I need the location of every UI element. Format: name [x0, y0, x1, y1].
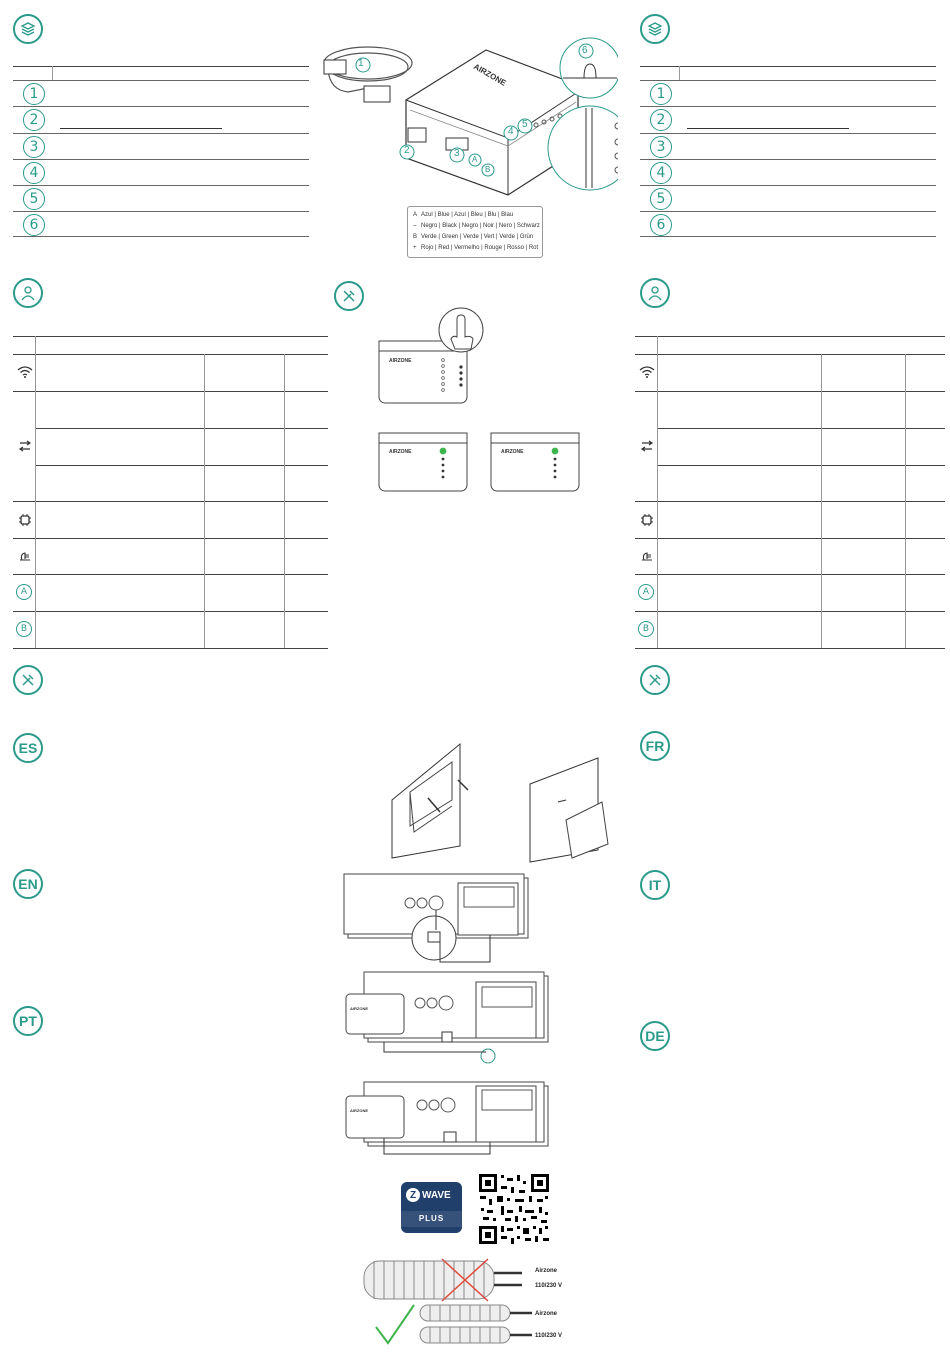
svg-text:AIRZONE: AIRZONE	[350, 1006, 368, 1011]
row-number-6: 6	[650, 214, 672, 236]
layers-icon	[640, 14, 670, 44]
device-illustration	[318, 30, 618, 202]
legend-row: B Verde | Green | Verde | Vert | Verde | Grün	[413, 234, 534, 240]
row-number-4: 4	[23, 162, 45, 184]
wifi-icon	[638, 364, 656, 380]
cable-label-airzone: Airzone	[535, 1311, 558, 1317]
terminal-b-badge: B	[16, 621, 32, 637]
callout-5: 5	[522, 119, 528, 130]
tools-icon	[334, 281, 364, 311]
exchange-icon	[638, 438, 656, 454]
layers-icon	[13, 14, 43, 44]
language-it-badge: IT	[640, 870, 670, 900]
language-de-badge: DE	[640, 1021, 670, 1051]
row-number-4: 4	[650, 162, 672, 184]
tools-icon	[640, 665, 670, 695]
wire-color-legend	[407, 206, 543, 258]
svg-text:AIRZONE: AIRZONE	[501, 449, 524, 455]
row-number-1: 1	[23, 83, 45, 105]
language-pt-badge: PT	[13, 1006, 43, 1036]
row-number-6: 6	[23, 214, 45, 236]
language-es-badge: ES	[13, 733, 43, 763]
svg-text:AIRZONE: AIRZONE	[389, 449, 412, 455]
tools-icon	[13, 665, 43, 695]
cable-label-airzone: Airzone	[535, 1268, 558, 1274]
cable-separation-diagram	[360, 1255, 540, 1350]
table-header-line	[640, 66, 936, 67]
callout-3: 3	[454, 148, 460, 159]
terminal-a-badge: A	[638, 584, 654, 600]
callout-a: A	[472, 155, 478, 164]
cable-label-voltage: 110/230 V	[535, 1333, 563, 1339]
power-plug-icon	[638, 548, 656, 564]
cable-label-voltage: 110/230 V	[535, 1283, 563, 1289]
callout-b: B	[485, 165, 491, 174]
led-panels-illustration	[375, 305, 585, 495]
user-support-icon	[640, 278, 670, 308]
legend-row: + Rojo | Red | Vermelho | Rouge | Rosso | Rot	[413, 245, 539, 251]
language-en-badge: EN	[13, 869, 43, 899]
svg-text:AIRZONE: AIRZONE	[472, 61, 508, 88]
row-number-5: 5	[650, 188, 672, 210]
svg-text:AIRZONE: AIRZONE	[389, 358, 412, 364]
zwave-plus-logo: Z WAVE PLUS	[401, 1182, 462, 1233]
row-number-3: 3	[650, 136, 672, 158]
power-plug-icon	[16, 548, 34, 564]
chip-icon	[16, 512, 34, 528]
terminal-b-badge: B	[638, 621, 654, 637]
callout-6: 6	[582, 45, 588, 56]
chip-icon	[638, 512, 656, 528]
wifi-icon	[16, 364, 34, 380]
table-header-line	[13, 66, 309, 67]
installation-illustration	[340, 740, 620, 1160]
language-fr-badge: FR	[640, 731, 670, 761]
svg-text:AIRZONE: AIRZONE	[350, 1108, 368, 1113]
qr-code	[477, 1172, 551, 1246]
row-number-2: 2	[650, 109, 672, 131]
row-number-2: 2	[23, 109, 45, 131]
legend-row: A Azul | Blue | Azul | Bleu | Blu | Blau	[413, 212, 514, 218]
user-support-icon	[13, 278, 43, 308]
row-number-1: 1	[650, 83, 672, 105]
terminal-a-badge: A	[16, 584, 32, 600]
callout-2: 2	[404, 145, 410, 156]
callout-4: 4	[508, 126, 514, 137]
row-number-5: 5	[23, 188, 45, 210]
legend-row: – Negro | Black | Negro | Noir | Nero | Schwarz	[413, 223, 540, 229]
exchange-icon	[16, 438, 34, 454]
row-number-3: 3	[23, 136, 45, 158]
callout-1: 1	[358, 58, 364, 69]
